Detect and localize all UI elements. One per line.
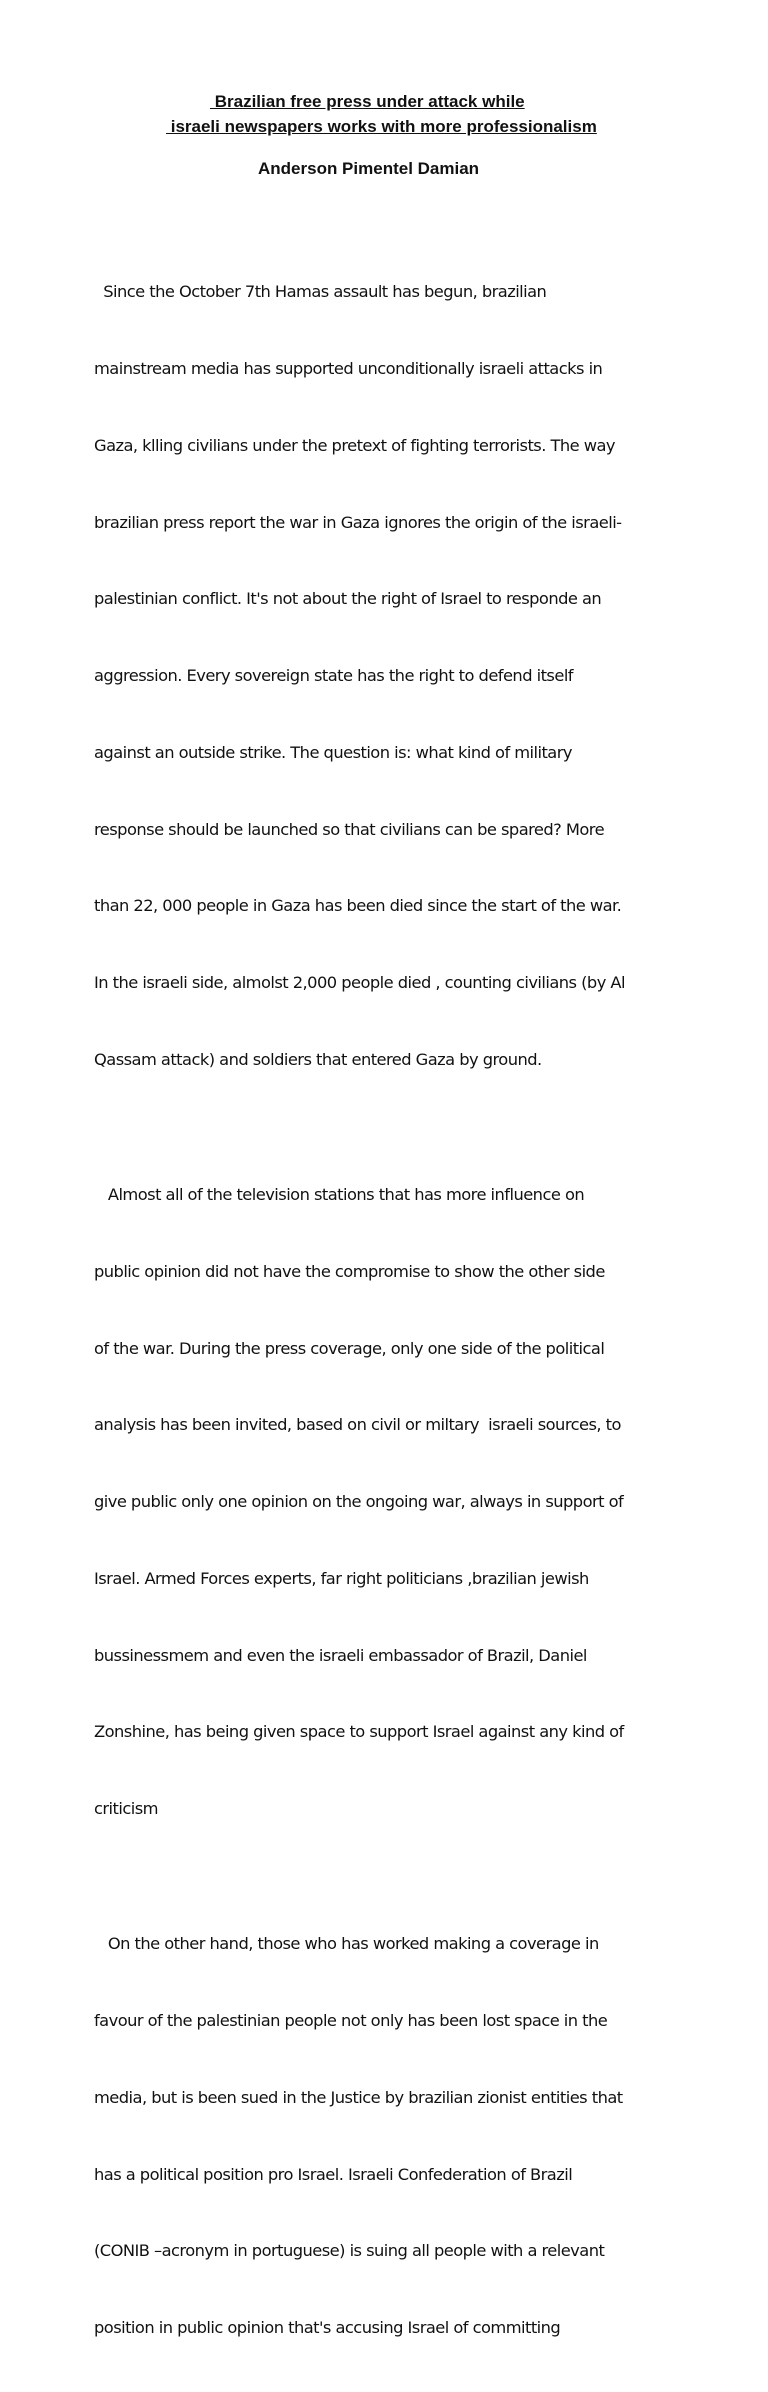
paragraph-line: In the israeli side, almolst 2,000 people died , counting civilians (by Al [94, 973, 625, 993]
paragraph-3 [94, 1880, 684, 2392]
paragraph-line: Israel. Armed Forces experts, far right politicians ,brazilian jewish [94, 1568, 589, 1588]
paragraph-line: aggression. Every sovereign state has the right to defend itself [94, 666, 573, 686]
paragraph-line: (CONIB –acronym in portuguese) is suing all people with a relevant [94, 2241, 605, 2261]
title-line-1: Brazilian free press under attack while [210, 92, 525, 111]
paragraph-line: brazilian press report the war in Gaza ignores the origin of the israeli- [94, 512, 622, 532]
paragraph-line: Zonshine, has being given space to support Israel against any kind of [94, 1722, 624, 1742]
paragraph-line: position in public opinion that's accusing Israel of committing [94, 2318, 561, 2338]
paragraph-line: Almost all of the television stations that has more influence on [94, 1184, 585, 1204]
paragraph-line: mainstream media has supported unconditionally israeli attacks in [94, 358, 603, 378]
paragraph-line: favour of the palestinian people not only has been lost space in the [94, 2010, 608, 2030]
author-name: Anderson Pimentel Damian [258, 159, 480, 178]
paragraph-line: media, but is been sued in the Justice by brazilian zionist entities that [94, 2087, 623, 2107]
paragraph-line: palestinian conflict. It's not about the right of Israel to responde an [94, 589, 602, 609]
paragraph-line: give public only one opinion on the ongoing war, always in support of [94, 1492, 624, 1512]
paragraph-line: Gaza, klling civilians under the pretext of fighting terrorists. The way [94, 435, 615, 455]
paragraph-1 [94, 228, 684, 1124]
paragraph-line: criticism [94, 1799, 158, 1819]
paragraph-line: Qassam attack) and soldiers that entered Gaza by ground. [94, 1050, 542, 1069]
article-body [94, 228, 684, 2392]
paragraph-line: of the war. During the press coverage, only one side of the political [94, 1338, 605, 1358]
paragraph-line: against an outside strike. The question is: what kind of military [94, 742, 572, 762]
paragraph-line: bussinessmem and even the israeli embassador of Brazil, Daniel [94, 1645, 587, 1665]
paragraph-line: has a political position pro Israel. Israeli Confederation of Brazil [94, 2164, 573, 2184]
paragraph-line: On the other hand, those who has worked making a coverage in [94, 1934, 599, 1954]
paragraph-line: response should be launched so that civilians can be spared? More [94, 819, 605, 839]
paragraph-line: than 22, 000 people in Gaza has been died since the start of the war. [94, 896, 622, 916]
paragraph-line: public opinion did not have the compromise to show the other side [94, 1261, 605, 1281]
title-line-2: israeli newspapers works with more professionalism [166, 117, 597, 136]
paragraph-line: analysis has been invited, based on civil or miltary israeli sources, to [94, 1415, 621, 1435]
paragraph-line: Since the October 7th Hamas assault has begun, brazilian [94, 282, 547, 302]
paragraph-2 [94, 1131, 684, 1873]
